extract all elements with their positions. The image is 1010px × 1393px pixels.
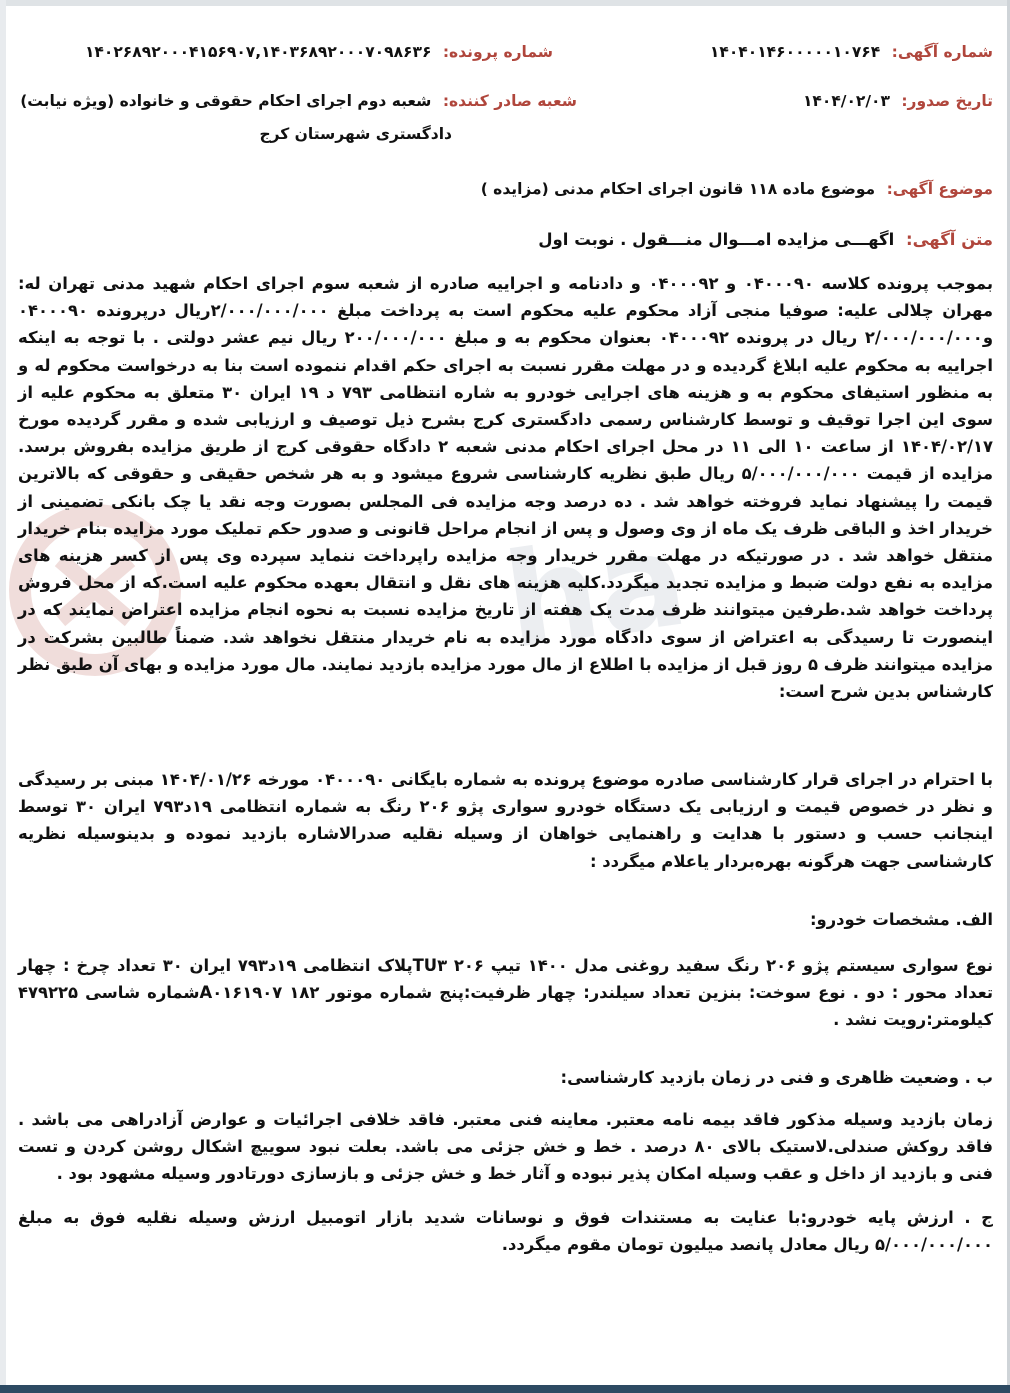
notice-number-row — [710, 43, 993, 69]
window-left-border — [0, 0, 6, 1393]
issue-date-label: تاریخ صدور: — [901, 92, 993, 110]
notice-text-label: متن آگهی: — [906, 230, 993, 249]
subject-row — [481, 180, 993, 206]
vehicle-specs-paragraph: نوع سواری سیستم پژو ۲۰۶ رنگ سفید روغنی مدل ۱۴۰۰ تیپ ۲۰۶ TU۳پلاک انتظامی ۱۹د۷۹۳ ایران ۳۰ تعداد چرخ : چهار تعداد محور : دو . نوع سوخت: بنزین تعداد سیلندر: چهار ظرفیت:پنج شماره موتور ۱۸۲ A۰۱۶۱۹۰۷شماره شاسی ۴۷۹۲۲۵ کیلومتر:رویت نشد . — [18, 956, 994, 1030]
issue-date-row — [803, 92, 993, 118]
case-number-value: ۱۴۰۲۶۸۹۲۰۰۰۴۱۵۶۹۰۷,۱۴۰۳۶۸۹۲۰۰۰۷۰۹۸۶۳۶ — [84, 43, 432, 61]
issuing-branch-row — [20, 92, 577, 118]
auction-paragraph: بموجب پرونده کلاسه ۰۴۰۰۰۹۰ و ۰۴۰۰۰۹۲ و دادنامه و اجراییه صادره از شعبه سوم اجرای احکام شهید مدنی تهران له: مهران چلالی علیه: صوفیا منجی آزاد محکوم علیه محکوم است به پرداخت مبلغ ۲/۰۰۰/۰۰۰/۰۰۰ریال درپرونده ۰۴۰۰۰۹۰ و۲/۰۰۰/۰۰۰/۰۰۰ ریال در پرونده ۰۴۰۰۰۹۲ بعنوان محکوم به و مبلغ ۲۰۰/۰۰۰/۰۰۰ ریال نیم عشر دولتی . با توجه به اینکه اجراییه به محکوم علیه ابلاغ گردیده و در مهلت مقرر نسبت به اجرای حکم اقدام ننموده است بنا به درخواست محکوم له و به منظور استیفای محکوم به و هزینه های اجرایی خودرو به شاره انتظامی ۷۹۳ د ۱۹ ایران ۳۰ متعلق به محکوم علیه از سوی این اجرا توقیف و توسط کارشناس رسمی دادگستری کرج بشرح ذیل توصیف و ارزیابی شده و مقرر گردیده مورخ ۱۴۰۴/۰۲/۱۷ از ساعت ۱۰ الی ۱۱ در محل اجرای احکام مدنی شعبه ۲ دادگاه حقوقی کرج از طریق مزایده بفروش برسد. مزایده از قیمت ۵/۰۰۰/۰۰۰/۰۰۰ ریال طبق نظریه کارشناسی شروع میشود و به هر شخص حقیقی و حقوقی که بالاترین قیمت را پیشنهاد نماید فروخته خواهد شد . ده درصد وجه مزایده فی المجلس بصورت وجه نقد یا چک بانکی تضمینی از خریدار اخذ و الباقی ظرف یک ماه از وی وصول و پس از انجام مراحل قانونی و صدور حکم تملیک مورد مزایده بنام خریدار منتقل خواهد شد . در صورتیکه در مهلت مقرر خریدار وجه مزایده راپرداخت ننماید سپرده وی پس از کسر هزینه های مزایده به نفع دولت ضبط و مزایده تجدید میگردد.کلیه هزینه های نقل و انتقال بعهده محکوم علیه است.که از محل فروش پرداخت خواهد شد.طرفین میتوانند ظرف مدت یک هفته از تاریخ مزایده نسبت به نحوه انجام مزایده اعتراض نمایند که در اینصورت تا رسیدگی به اعتراض از سوی دادگاه مورد مزایده به نام خریدار منتقل نخواهد شد. ضمناً طالبین بشرکت در مزایده میتوانند ظرف ۵ روز قبل از مزایده با اطلاع از مال مورد مزایده بازدید نمایند. مال مورد مزایده و بهای آن طبق نظر کارشناس بدین شرح است: — [18, 274, 994, 702]
notice-text-title: اگهـــی مزایده امـــوال منـــقول . نوبت اول — [538, 230, 895, 249]
notice-number-label: شماره آگهی: — [891, 43, 993, 61]
section-a-heading: الف. مشخصات خودرو: — [809, 910, 993, 929]
section-b-heading: ب . وضعیت ظاهری و فنی در زمان بازدید کارشناسی: — [560, 1068, 993, 1087]
vehicle-condition-paragraph: زمان بازدید وسیله مذکور فاقد بیمه نامه معتبر. معاینه فنی معتبر. فاقد خلافی اجرائیات و عوارض آزادراهی می باشد . فاقد روکش صندلی.لاستیک بالای ۸۰ درصد . خط و خش جزئی می باشد. بعلت نبود سوییچ اشکال روشن کردن و تست فنی و بازدید از داخل و عقب وسیله امکان پذیر نبوده و آثار خط و خش جزئی و بازسازی دورتادور وسیله مشهود بود . — [18, 1110, 993, 1184]
window-top-border — [0, 0, 1010, 6]
case-number-row — [85, 43, 553, 69]
subject-label: موضوع آگهی: — [886, 180, 993, 198]
subject-value: موضوع ماده ۱۱۸ قانون اجرای احکام مدنی (مزایده ) — [480, 180, 876, 198]
svg-text:ha: ha — [495, 502, 696, 679]
issuing-branch-value: شعبه دوم اجرای احکام حقوقی و خانواده (ویژه نیابت) — [20, 92, 432, 110]
window-bottom-bar — [0, 1385, 1010, 1393]
case-number-label: شماره پرونده: — [442, 43, 553, 61]
expert-report-intro: با احترام در اجرای قرار کارشناسی صادره موضوع پرونده به شماره بایگانی ۰۴۰۰۰۹۰ مورخه ۱۴۰۴/۰۱/۲۶ مبنی بر رسیدگی و نظر در خصوص قیمت و ارزیابی یک دستگاه خودرو سواری پژو ۲۰۶ رنگ به شماره انتظامی ۱۹د۷۹۳ ایران ۳۰ توسط اینجانب حسب و دستور با هدایت و راهنمایی خواهان از وسیله نقلیه صدرالاشاره بازدید نموده و بدینوسیله نظریه کارشناسی جهت هرگونه بهره‌بردار یاعلام میگردد : — [18, 770, 993, 871]
notice-number-value: ۱۴۰۴۰۱۴۶۰۰۰۰۰۱۰۷۶۴ — [709, 43, 881, 61]
issuing-court-row — [259, 125, 452, 151]
base-value-paragraph: ج . ارزش پایه خودرو:با عنایت به مستندات فوق و نوسانات شدید بازار اتومبیل ارزش وسیله نقلیه فوق به مبلغ ۵/۰۰۰/۰۰۰/۰۰۰ ریال معادل پانصد میلیون تومان مقوم میگردد. — [18, 1208, 993, 1255]
notice-text-title-row — [538, 230, 993, 256]
issuing-court-value: دادگستری شهرستان کرج — [259, 125, 452, 143]
issuing-branch-label: شعبه صادر کننده: — [442, 92, 577, 110]
issue-date-value: ۱۴۰۴/۰۲/۰۳ — [802, 92, 890, 110]
